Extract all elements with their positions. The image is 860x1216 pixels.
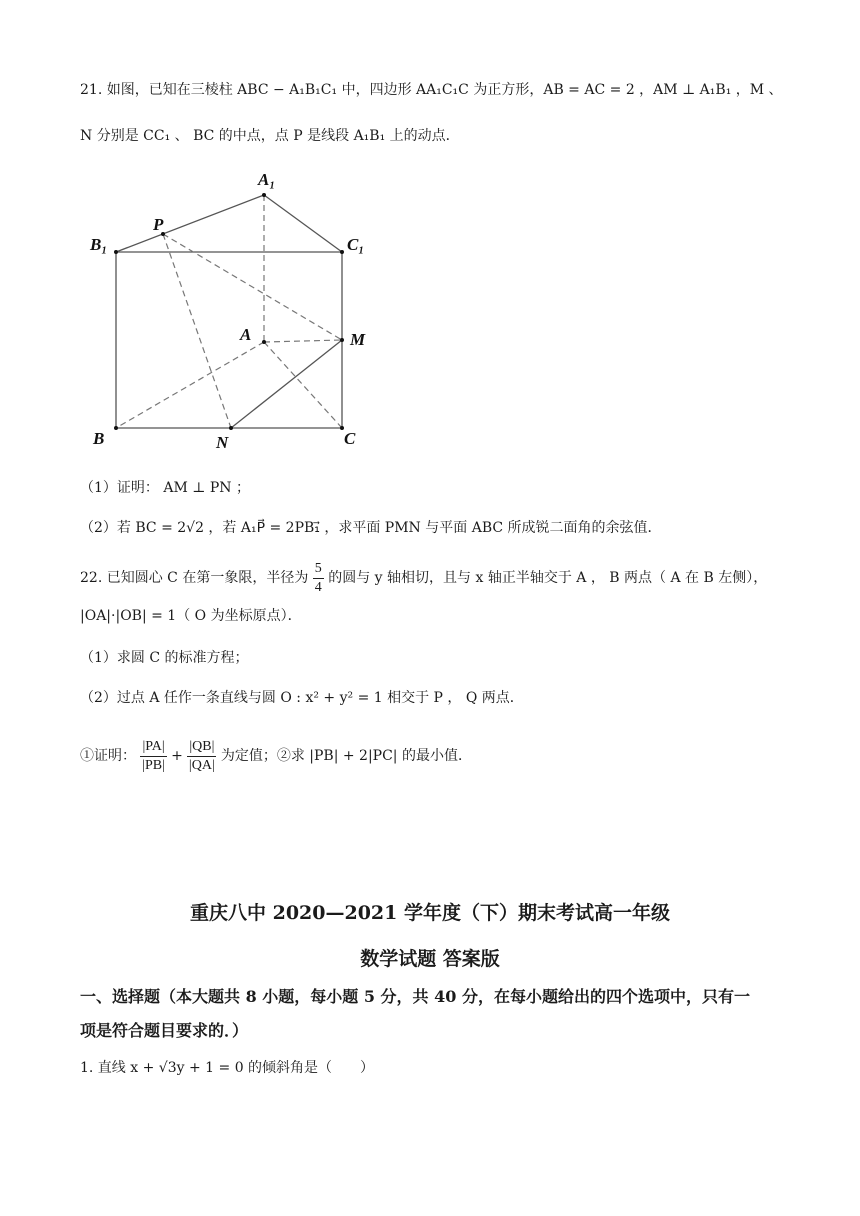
ratio-fraction-1 (140, 738, 166, 775)
radius-fraction (313, 560, 324, 597)
segment-PN (163, 234, 231, 428)
q22-part3-a: ①证明： (80, 748, 136, 764)
ratio2-numerator: |QB| (187, 738, 216, 757)
point-C1 (340, 250, 344, 254)
q22-stem-line2: |OA|·|OB| = 1（ O 为坐标原点）． (80, 608, 302, 624)
q22-stem-line1-a: 22. 已知圆心 C 在第一象限，半径为 (80, 570, 309, 586)
section-heading-line2: 项是符合题目要求的．） (80, 1021, 249, 1040)
fraction-denominator: 4 (314, 579, 322, 595)
q22-stem-line1 (80, 558, 767, 598)
segment-AM (264, 340, 342, 342)
q21-part1: （1）证明： AM ⊥ PN ； (80, 480, 250, 496)
ratio1-numerator: |PA| (140, 738, 166, 757)
q21-part2: （2）若 BC = 2√2 ，若 A₁P⃗ = 2PB₁⃗ ，求平面 PMN 与平面 ABC 所成锐二面角的余弦值． (80, 520, 662, 536)
ratio-fraction-2 (187, 738, 216, 775)
section-heading-line1: 一、选择题（本大题共 8 小题，每小题 5 分，共 40 分，在每小题给出的四个选项中，只有一 (80, 987, 750, 1006)
label-C: C (344, 429, 356, 448)
segment-NM (231, 340, 342, 428)
label-A1: A₁ (258, 170, 276, 189)
label-B1: B₁ (90, 235, 108, 254)
q21-stem-line1: 21. 如图，已知在三棱柱 ABC − A₁B₁C₁ 中，四边形 AA₁C₁C 为正方形，AB = AC = 2 ，AM ⊥ A₁B₁ ，M 、 (80, 82, 783, 98)
point-A (262, 340, 266, 344)
q22-stem-line1-b: 的圆与 y 轴相切，且与 x 轴正半轴交于 A ， B 两点（ A 在 B 左侧）， (328, 570, 768, 586)
point-N (229, 426, 233, 430)
edge-AB (116, 342, 264, 428)
ratio2-denominator: |QA| (188, 757, 215, 773)
plus-sign: + (171, 748, 183, 764)
q22-part3 (80, 728, 472, 784)
label-B: B (93, 429, 105, 448)
label-M: M (350, 330, 366, 349)
q21-stem-line2: N 分别是 CC₁ 、 BC 的中点，点 P 是线段 A₁B₁ 上的动点． (80, 128, 460, 144)
label-N: N (216, 433, 229, 452)
q22-part3-b: 为定值；②求 |PB| + 2|PC| 的最小值． (220, 748, 472, 764)
answer-title: 重庆八中 2020—2021 学年度（下）期末考试高一年级 (190, 902, 670, 924)
fraction-numerator: 5 (313, 560, 324, 579)
label-P: P (153, 215, 164, 234)
answer-q1: 1. 直线 x + √3y + 1 = 0 的倾斜角是（ ） (80, 1060, 375, 1076)
ratio1-denominator: |PB| (142, 757, 165, 773)
point-B1 (114, 250, 118, 254)
label-A: A (240, 325, 252, 344)
point-M (340, 338, 344, 342)
edge-A1C1 (264, 195, 342, 252)
q22-part2: （2）过点 A 任作一条直线与圆 O : x² + y² = 1 相交于 P ， Q 两点． (80, 690, 524, 706)
answer-subtitle: 数学试题 答案版 (360, 948, 500, 970)
label-C1: C₁ (347, 235, 365, 254)
point-B (114, 426, 118, 430)
segment-PM (163, 234, 342, 340)
edge-B1A1 (116, 195, 264, 252)
prism-figure (85, 165, 385, 455)
point-A1 (262, 193, 266, 197)
edge-AC (264, 342, 342, 428)
q22-part1: （1）求圆 C 的标准方程； (80, 650, 249, 666)
